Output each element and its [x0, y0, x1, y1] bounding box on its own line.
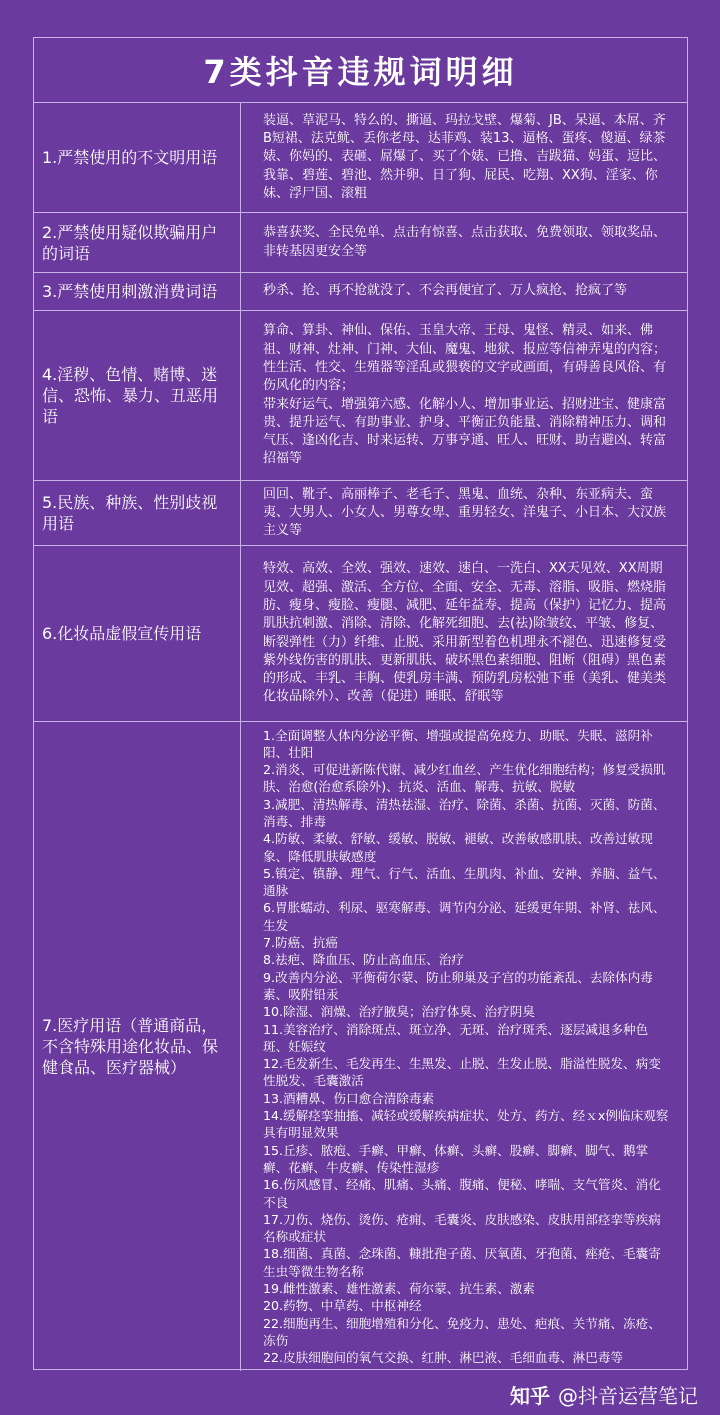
category-words — [241, 273, 687, 310]
word-list-item: 12.毛发新生、毛发再生、生黑发、止脱、生发止脱、脂溢性脱发、病变性脱发、毛囊激活 — [263, 1056, 661, 1089]
category-words — [241, 481, 687, 545]
category-label: 4.淫秽、色情、赌博、迷信、恐怖、暴力、丑恶用语 — [34, 311, 241, 480]
category-label: 2.严禁使用疑似欺骗用户的词语 — [34, 213, 241, 272]
word-list-item: 11.美容治疗、消除斑点、斑立净、无斑、治疗斑秃、逐层减退多种色斑、妊娠纹 — [263, 1021, 649, 1054]
author-handle: @抖音运营笔记 — [558, 1384, 698, 1408]
word-list-item: 15.丘疹、脓疱、手癣、甲癣、体癣、头癣、股癣、脚癣、脚气、鹅掌癣、花癣、牛皮癣、传染性湿疹 — [263, 1142, 649, 1175]
word-list-item: 13.酒糟鼻、伤口愈合清除毒素 — [263, 1090, 435, 1106]
table-row — [34, 273, 687, 311]
category-label: 5.民族、种族、性别歧视用语 — [34, 481, 241, 545]
word-list-item: 10.除湿、润燥、治疗腋臭；治疗体臭、治疗阴臭 — [263, 1004, 535, 1020]
category-words — [241, 103, 687, 212]
category-label: 1.严禁使用的不文明用语 — [34, 103, 241, 212]
word-list-item: 18.细菌、真菌、念珠菌、糠批孢子菌、厌氧菌、牙孢菌、痤疮、毛囊寄生虫等微生物名称 — [263, 1246, 661, 1279]
table-row — [34, 311, 687, 481]
word-list-item: 回回、靴子、高丽棒子、老毛子、黑鬼、血统、杂种、东亚病夫、蛮夷、大男人、小女人、男尊女卑、重男轻女、洋鬼子、小日本、大汉族主义等 — [263, 486, 667, 539]
word-list-item: 1.全面调整人体内分泌平衡、增强或提高免疫力、助眠、失眠、滋阴补阳、壮阳 — [263, 727, 653, 760]
category-words — [241, 546, 687, 721]
category-words — [241, 311, 687, 480]
word-list-item: 5.镇定、镇静、理气、行气、活血、生肌肉、补血、安神、养脑、益气、通脉 — [263, 865, 666, 899]
table-row — [34, 546, 687, 722]
word-list-item: 算命、算卦、神仙、保佑、玉皇大帝、王母、鬼怪、精灵、如来、佛祖、财神、灶神、门神、大仙、魔鬼、地狱、报应等信神弄鬼的内容； — [263, 323, 667, 357]
table-body — [34, 103, 687, 1371]
word-list-item: 6.胃胀蠕动、利尿、驱寒解毒、调节内分泌、延缓更年期、补肾、祛风、生发 — [263, 900, 666, 933]
word-list-item: 性生活、性交、生殖器等淫乱或猥亵的文字或画面，有碍善良风俗、有伤风化的内容； — [263, 359, 667, 394]
table-row — [34, 103, 687, 213]
table-row — [34, 213, 687, 273]
word-list-item: 带来好运气、增强第六感、化解小人、增加事业运、招财进宝、健康富贵、提升运气、有助事业、护身、平衡正负能量、消除精神压力、调和气压、逢凶化吉、时来运转、万事亨通、旺人、旺财、助吉避凶、转富招福等 — [263, 396, 667, 467]
watermark — [510, 1380, 698, 1409]
violation-words-table — [33, 37, 688, 1370]
table-row — [34, 481, 687, 546]
category-label: 3.严禁使用刺激消费词语 — [34, 273, 241, 310]
word-list-item: 22.皮肤细胞间的氧气交换、红肿、淋巴液、毛细血毒、淋巴毒等 — [263, 1350, 624, 1366]
category-words — [241, 722, 687, 1371]
category-label: 7.医疗用语（普通商品，不含特殊用途化妆品、保健食品、医疗器械） — [34, 722, 241, 1371]
word-list-item: 22.细胞再生、细胞增殖和分化、免疫力、患处、疤痕、关节痛、冻疮、冻伤 — [263, 1315, 661, 1348]
category-label: 6.化妆品虚假宣传用语 — [34, 546, 241, 721]
word-list-item: 4.防敏、柔敏、舒敏、缓敏、脱敏、褪敏、改善敏感肌肤、改善过敏现象、降低肌肤敏感度 — [263, 831, 653, 864]
word-list-item: 14.缓解痉挛抽搐、减轻或缓解疾病症状、处方、药方、经ｘx例临床观察具有明显效果 — [263, 1108, 669, 1141]
word-list-item: 7.防癌、抗癌 — [263, 935, 338, 951]
table-title: 7类抖音违规词明细 — [34, 38, 687, 103]
word-list-item: 秒杀、抢、再不抢就没了、不会再便宜了、万人疯抢、抢疯了等 — [263, 283, 628, 299]
word-list-item: 装逼、草泥马、特么的、撕逼、玛拉戈壁、爆菊、JB、呆逼、本屌、齐B短裙、法克鱿、丢你老母、达菲鸡、装13、逼格、蛋疼、傻逼、绿茶婊、你妈的、表砸、屌爆了、买了个婊、已撸、吉跋猫、妈蛋、逗比、我靠、碧莲、碧池、然并卵、日了狗、屁民、吃翔、XX狗、淫家、你妹、浮尸国、滚粗 — [263, 112, 667, 201]
word-list-item: 17.刀伤、烧伤、烫伤、疮痈、毛囊炎、皮肤感染、皮肤用部痉挛等疾病名称或症状 — [263, 1211, 661, 1245]
word-list-item: 3.减肥、清热解毒、清热祛湿、治疗、除菌、杀菌、抗菌、灭菌、防菌、消毒、排毒 — [263, 796, 666, 829]
word-list-item: 2.消炎、可促进新陈代谢、减少红血丝、产生优化细胞结构；修复受损肌肤、治愈(治愈系除外)、抗炎、活血、解毒、抗敏、脱敏 — [263, 762, 666, 795]
word-list-item: 8.祛疤、降血压、防止高血压、治疗 — [263, 952, 464, 968]
table-row — [34, 722, 687, 1371]
word-list-item: 恭喜获奖、全民免单、点击有惊喜、点击获取、免费领取、领取奖品、非转基因更安全等 — [263, 225, 667, 259]
word-list-item: 19.雌性激素、雄性激素、荷尔蒙、抗生素、激素 — [263, 1281, 535, 1296]
word-list-item: 20.药物、中草药、中枢神经 — [263, 1298, 422, 1314]
category-words — [241, 213, 687, 272]
word-list-item: 9.改善内分泌、平衡荷尔蒙、防止卵巢及子宫的功能紊乱、去除体内毒素、吸附铅汞 — [263, 969, 653, 1002]
zhihu-logo-text: 知乎 — [510, 1384, 550, 1408]
word-list-item: 特效、高效、全效、强效、速效、速白、一洗白、XX天见效、XX周期见效、超强、激活、全方位、全面、安全、无毒、溶脂、吸脂、燃烧脂肪、瘦身、瘦脸、瘦腿、减肥、延年益寿、提高（保护）记忆力、提高肌肤抗刺激、消除、清除、化解死细胞、去(祛)除皱纹、平皱、修复、断裂弹性（力）纤维、止脱、采用新型着色机理永不褪色、迅速修复受紫外线伤害的肌肤、更新肌肤、破坏黑色素细胞、阻断（阻碍）黑色素的形成、丰乳、丰胸、使乳房丰满、预防乳房松弛下垂（美乳、健美类化妆品除外）、改善（促进）睡眠、舒眠等 — [263, 561, 667, 705]
word-list-item: 16.伤风感冒、经痛、肌痛、头痛、腹痛、便秘、哮喘、支气管炎、消化不良 — [263, 1177, 661, 1210]
